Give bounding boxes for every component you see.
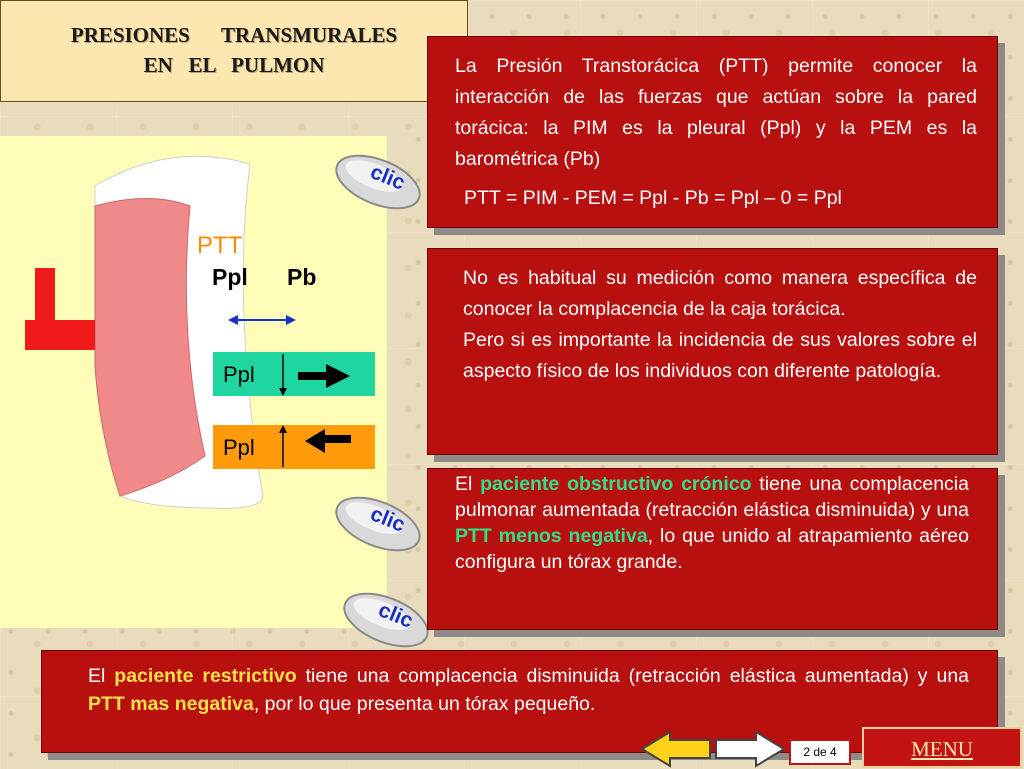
- panel-ptt-definition: [427, 36, 998, 228]
- restrictive-pre: El: [88, 665, 115, 687]
- prev-button[interactable]: [640, 730, 712, 768]
- obstructive-post: , lo que unido al atrapamiento aéreo configura un tórax grande.: [455, 525, 969, 573]
- arrow-left-icon: [213, 425, 375, 469]
- obstructive-highlight: paciente obstructivo crónico: [480, 473, 752, 495]
- ppl-inward-box: [213, 425, 375, 469]
- menu-label: MENU: [911, 737, 973, 761]
- restrictive-mid: tiene una complacencia disminuida (retracción elástica aumentada) y una: [296, 665, 970, 687]
- obstructive-pre: El: [455, 473, 481, 495]
- obstructive-text: [455, 471, 969, 575]
- ppl-outward-label: Ppl: [223, 362, 255, 387]
- panel-obstructive: [427, 468, 998, 630]
- title-line-1: PRESIONES TRANSMURALES: [70, 23, 398, 47]
- title-box: [0, 0, 468, 102]
- arrow-right-icon: [213, 352, 375, 396]
- next-button[interactable]: [714, 730, 786, 768]
- ptt-definition-text: La Presión Transtorácica (PTT) permite conocer la interacción de las fuerzas que actúan sobre la pared torácica: la PIM es la pleural (Ppl) y la PEM es la barométrica (Pb): [455, 55, 977, 170]
- clic-button-2[interactable]: [328, 492, 428, 552]
- title-line-2: EN EL PULMON: [143, 53, 325, 77]
- ppl-inward-label: Ppl: [223, 435, 255, 460]
- ppl-outward-box: [213, 352, 375, 396]
- ptt-less-negative: PTT menos negativa: [455, 525, 648, 547]
- restrictive-highlight: paciente restrictivo: [114, 665, 297, 687]
- clic-button-1[interactable]: [328, 150, 428, 210]
- panel-restrictive: [41, 650, 998, 753]
- clic-label-3: clic: [375, 598, 417, 633]
- measurement-text-1: No es habitual su medición como manera específica de conocer la complacencia de la caja torácica.: [463, 267, 977, 320]
- restrictive-text: [88, 662, 969, 718]
- menu-button[interactable]: [862, 727, 1022, 768]
- panel-measurement: [427, 248, 998, 455]
- ppl-label: Ppl: [212, 264, 248, 290]
- clic-button-3[interactable]: [336, 588, 436, 648]
- restrictive-post: , por lo que presenta un tórax pequeño.: [253, 693, 596, 715]
- page-indicator: 2 de 4: [789, 739, 851, 765]
- clic-label-1: clic: [367, 160, 409, 195]
- clic-label-2: clic: [367, 502, 409, 537]
- ptt-label: PTT: [197, 232, 243, 259]
- pb-label: Pb: [287, 264, 317, 290]
- measurement-text-2: Pero si es importante la incidencia de sus valores sobre el aspecto físico de los individuos con diferente patología.: [463, 329, 977, 382]
- ptt-formula: PTT = PIM - PEM = Ppl - Pb = Ppl – 0 = Ppl: [464, 187, 842, 209]
- obstructive-mid: tiene una complacencia pulmonar aumentada (retracción elástica disminuida) y una: [455, 473, 969, 521]
- ptt-more-negative: PTT mas negativa: [88, 693, 254, 715]
